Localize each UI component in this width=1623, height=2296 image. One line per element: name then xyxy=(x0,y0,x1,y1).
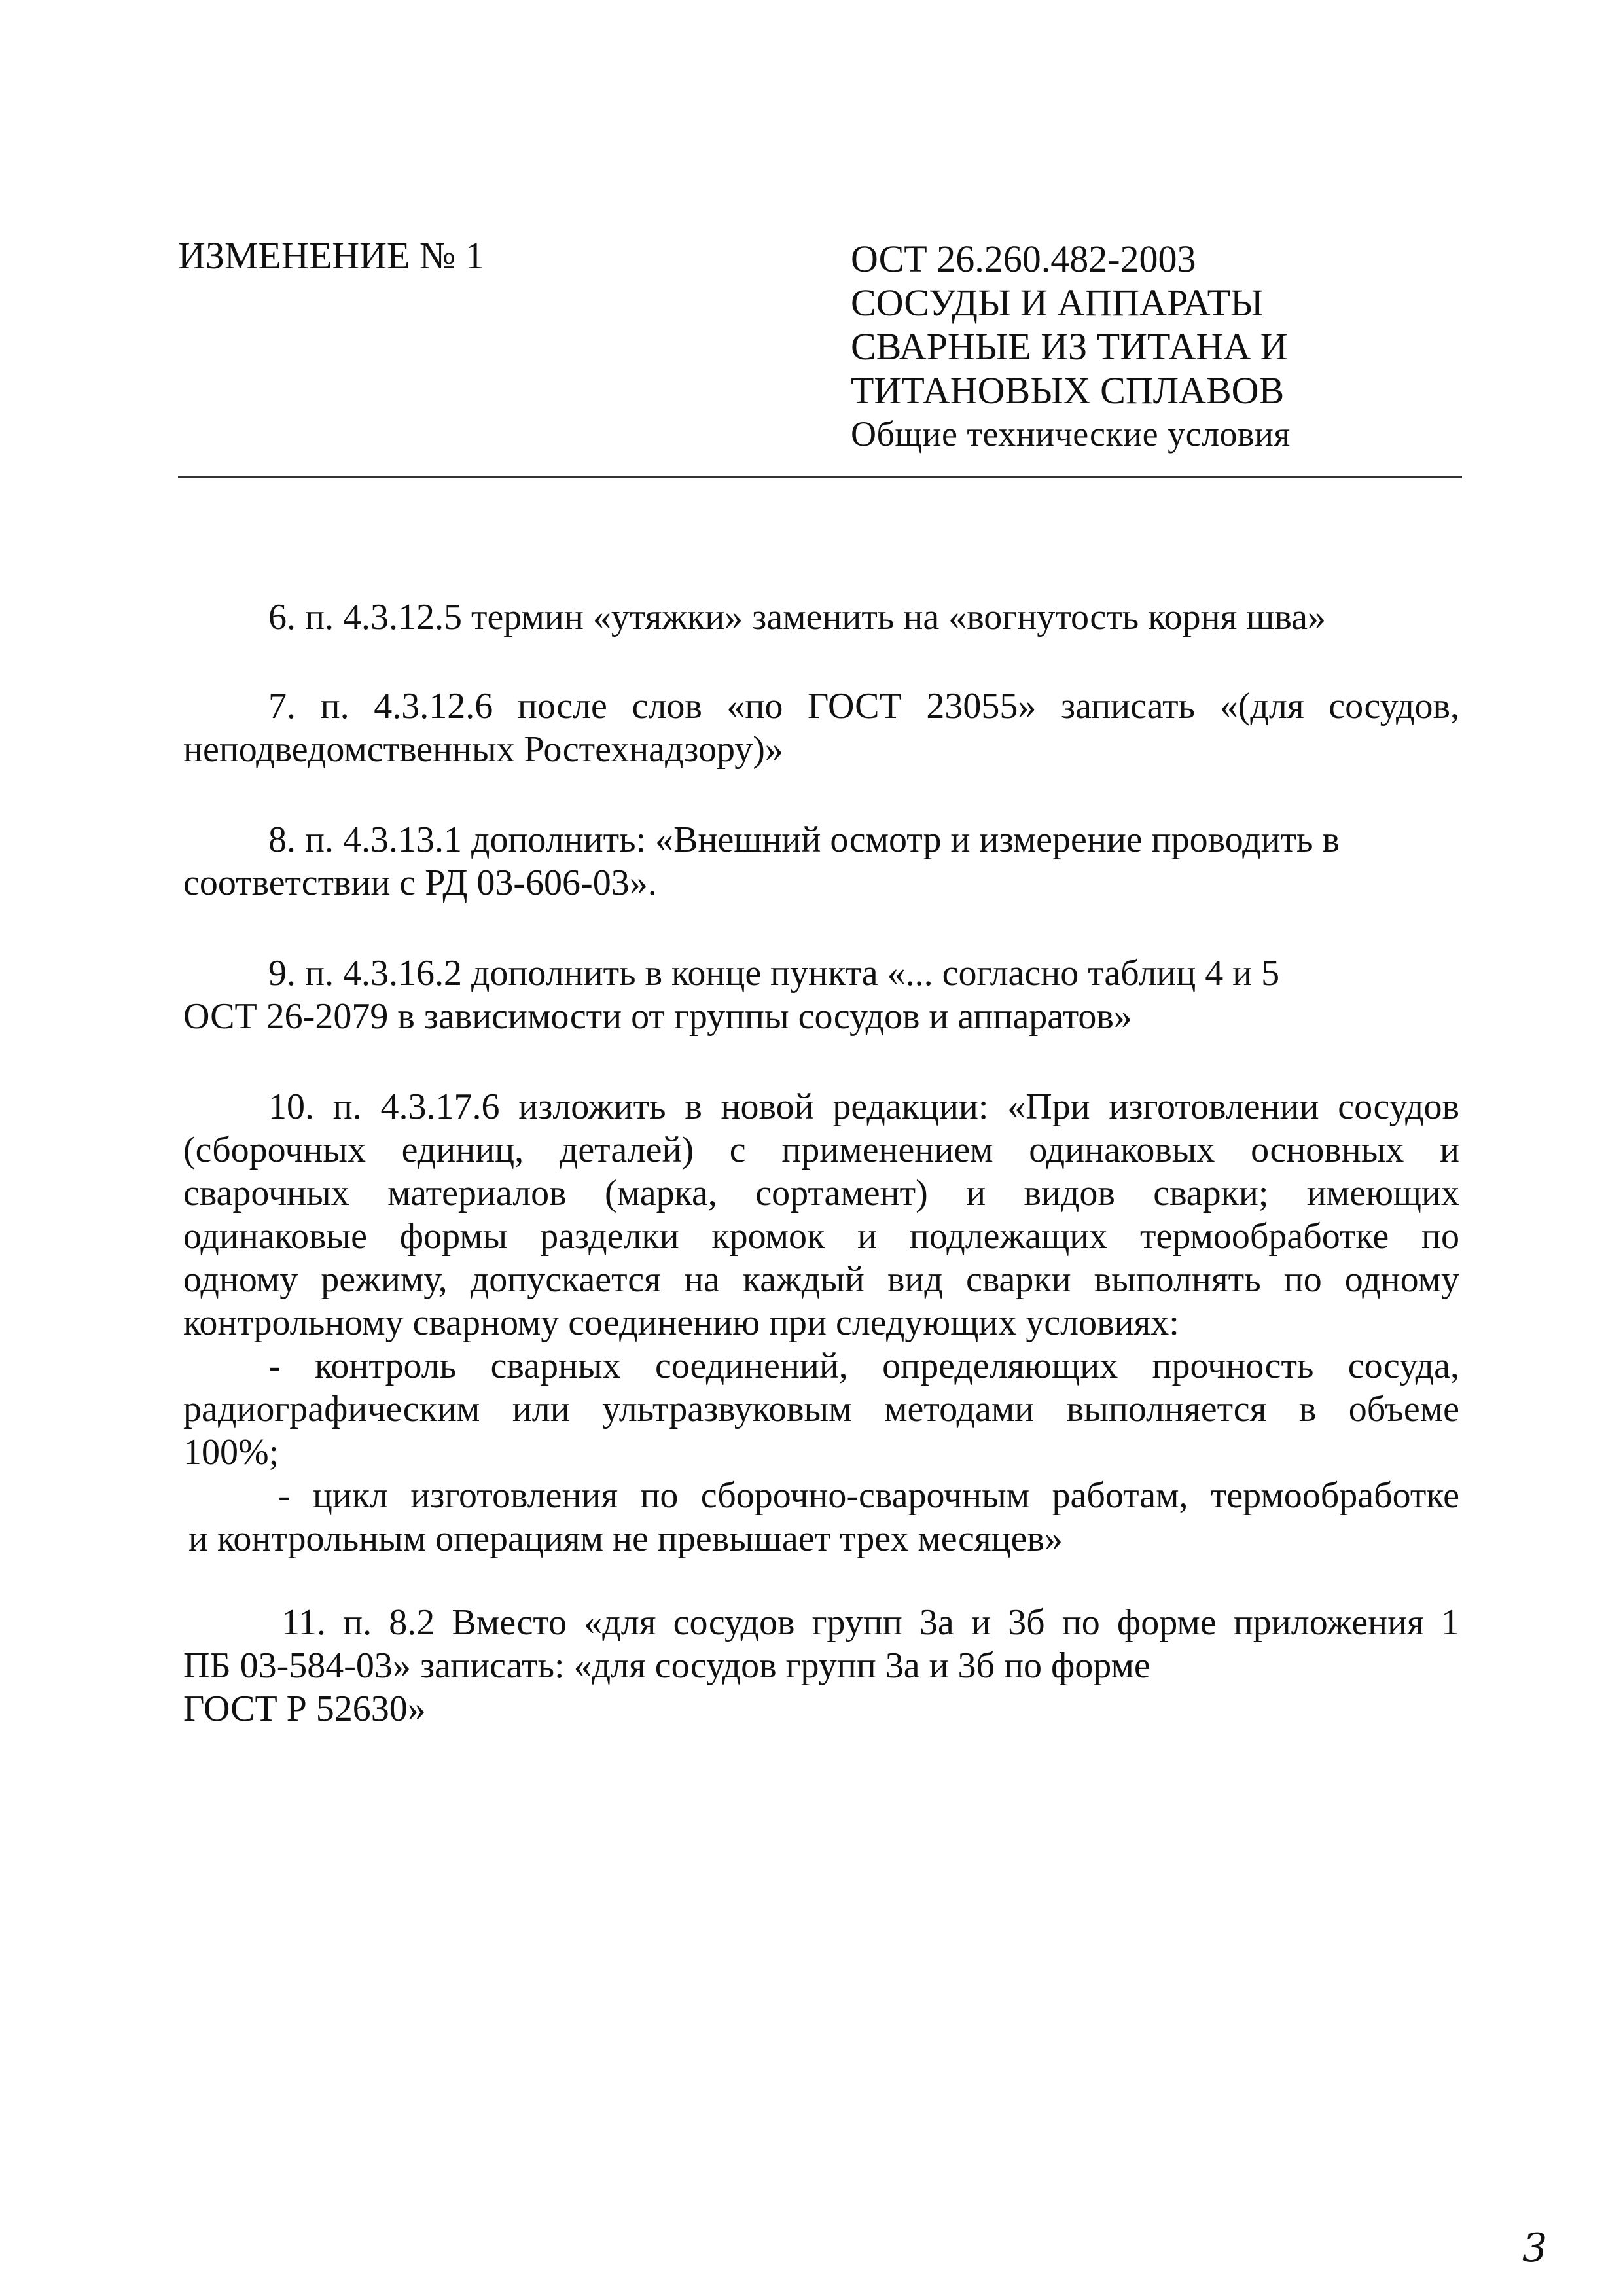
item-11-line-1: 11. п. 8.2 Вместо «для сосудов групп 3а и 3б по форме приложения 1 xyxy=(281,1602,1459,1643)
item-7-line-2: неподведомственных Ростехнадзору)» xyxy=(183,729,783,770)
item-9-line-2: ОСТ 26-2079 в зависимости от группы сосудов и аппаратов» xyxy=(183,996,1132,1037)
change-label: ИЗМЕНЕНИЕ № 1 xyxy=(178,234,484,277)
item-6 xyxy=(183,596,1459,639)
item-10-line-4: одинаковые формы разделки кромок и подлежащих термообработке по xyxy=(183,1216,1459,1257)
item-9 xyxy=(183,952,1459,1038)
item-10-line-3: сварочных материалов (марка, сортамент) и видов сварки; имеющих xyxy=(183,1173,1459,1213)
item-10-line-7: - контроль сварных соединений, определяющих прочность сосуда, xyxy=(268,1346,1459,1386)
standard-code: ОСТ 26.260.482-2003 xyxy=(851,238,1196,280)
item-7-line-1: 7. п. 4.3.12.6 после слов «по ГОСТ 23055» записать «(для сосудов, xyxy=(268,686,1459,726)
title-line-2: СВАРНЫЕ ИЗ ТИТАНА И xyxy=(851,325,1288,368)
item-10-line-1: 10. п. 4.3.17.6 изложить в новой редакции: «При изготовлении сосудов xyxy=(268,1086,1459,1127)
item-11-line-3: ГОСТ Р 52630» xyxy=(183,1689,426,1729)
item-10-line-9: 100%; xyxy=(183,1432,279,1473)
item-10 xyxy=(183,1085,1459,1560)
item-8 xyxy=(183,818,1459,905)
item-11-line-2: ПБ 03-584-03» записать: «для сосудов групп 3а и 3б по форме xyxy=(183,1645,1150,1686)
standard-title-block xyxy=(851,237,1492,456)
item-11 xyxy=(183,1601,1459,1731)
item-10-line-8: радиографическим или ультразвуковым методами выполняется в объеме xyxy=(183,1389,1459,1429)
header-divider xyxy=(178,476,1462,478)
item-8-line-2: соответствии с РД 03-606-03». xyxy=(183,863,657,903)
item-10-line-6: контрольному сварному соединению при следующих условиях: xyxy=(183,1302,1179,1343)
item-10-line-10: - цикл изготовления по сборочно-сварочным работам, термообработке xyxy=(278,1475,1459,1516)
title-line-1: СОСУДЫ И АППАРАТЫ xyxy=(851,281,1264,324)
title-line-3: ТИТАНОВЫХ СПЛАВОВ xyxy=(851,369,1285,412)
item-8-line-1: 8. п. 4.3.13.1 дополнить: «Внешний осмотр и измерение проводить в xyxy=(268,819,1340,860)
item-7 xyxy=(183,685,1459,771)
item-10-line-2: (сборочных единиц, деталей) с применением одинаковых основных и xyxy=(183,1130,1459,1170)
item-10-line-11: и контрольным операциям не превышает трех месяцев» xyxy=(188,1518,1063,1559)
subtitle: Общие технические условия xyxy=(851,414,1291,454)
item-6-line-1: 6. п. 4.3.12.5 термин «утяжки» заменить на «вогнутость корня шва» xyxy=(268,597,1326,637)
item-10-line-5: одному режиму, допускается на каждый вид сварки выполнять по одному xyxy=(183,1259,1459,1300)
page-number: 3 xyxy=(1522,2225,1548,2271)
item-9-line-1: 9. п. 4.3.16.2 дополнить в конце пункта «... согласно таблиц 4 и 5 xyxy=(268,953,1280,994)
